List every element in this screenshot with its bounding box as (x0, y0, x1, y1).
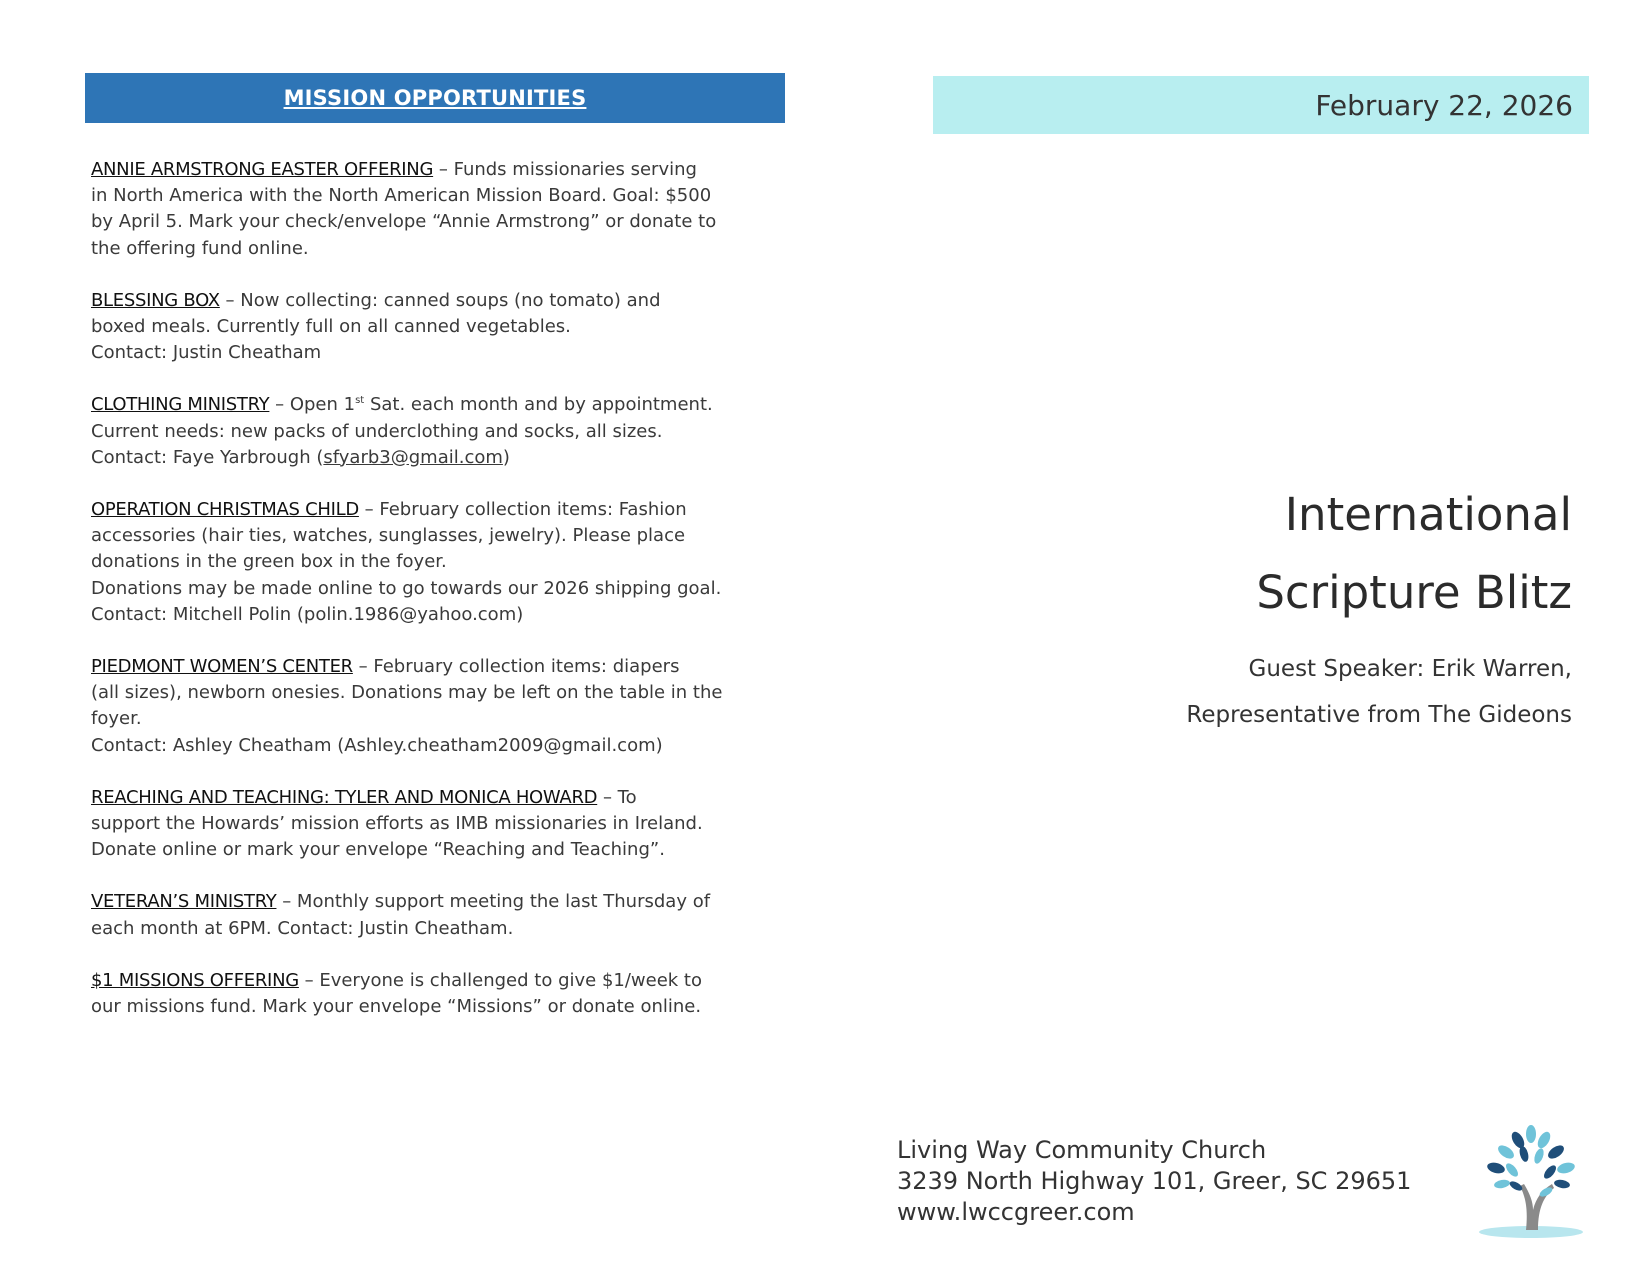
mission-line (91, 497, 785, 523)
mission-line: Donate online or mark your envelope “Reaching and Teaching”. (91, 839, 665, 861)
mission-title: BLESSING BOX (91, 289, 220, 311)
church-address: 3239 North Highway 101, Greer, SC 29651 (897, 1167, 1412, 1195)
mission-line (91, 968, 785, 994)
mission-line (91, 445, 785, 471)
mission-line: the offering fund online. (91, 237, 309, 259)
ordinal-suffix: st (355, 395, 365, 407)
mission-desc: – Monthly support meeting the last Thursday of (276, 891, 711, 913)
mission-line: (all sizes), newborn onesies. Donations may be left on the table in the (91, 682, 723, 704)
mission-banner (85, 73, 785, 123)
logo-leaves (1486, 1125, 1576, 1199)
mission-title: CLOTHING MINISTRY (91, 394, 270, 416)
mission-line: Donations may be made online to go towards our 2026 shipping goal. (91, 577, 722, 599)
event-title-line: International (1284, 488, 1572, 541)
event-speaker (1186, 646, 1572, 738)
mission-title: VETERAN’S MINISTRY (91, 891, 277, 913)
mission-desc: Sat. each month and by appointment. (364, 394, 713, 416)
mission-title: $1 MISSIONS OFFERING (91, 969, 299, 991)
mission-line: in North America with the North American Mission Board. Goal: $500 (91, 185, 712, 207)
contact-prefix: Contact: Faye Yarbrough ( (91, 446, 324, 468)
event-block (1186, 476, 1572, 738)
mission-item-reaching-and-teaching (91, 785, 785, 864)
mission-title: PIEDMONT WOMEN’S CENTER (91, 656, 353, 678)
service-date: February 22, 2026 (1315, 88, 1573, 122)
church-website[interactable]: www.lwccgreer.com (897, 1198, 1135, 1226)
mission-item-annie-armstrong (91, 157, 785, 262)
mission-line: accessories (hair ties, watches, sunglasses, jewelry). Please place (91, 525, 686, 547)
event-title-line: Scripture Blitz (1256, 566, 1572, 619)
mission-item-operation-christmas-child (91, 497, 785, 628)
mission-desc: – To (597, 786, 637, 808)
mission-line: foyer. (91, 708, 142, 730)
mission-item-veterans-ministry (91, 889, 785, 941)
mission-item-piedmont-womens-center (91, 654, 785, 759)
mission-line: boxed meals. Currently full on all canned vegetables. (91, 316, 571, 338)
mission-line: Contact: Justin Cheatham (91, 342, 322, 364)
email-link[interactable]: sfyarb3@gmail.com (323, 446, 503, 468)
mission-desc: – February collection items: diapers (352, 656, 680, 678)
church-name: Living Way Community Church (897, 1136, 1267, 1164)
mission-line: Contact: Mitchell Polin (polin.1986@yahoo.com) (91, 603, 524, 625)
mission-desc: – Funds missionaries serving (433, 159, 697, 180)
speaker-line: Representative from The Gideons (1186, 702, 1572, 728)
mission-line (91, 785, 785, 811)
mission-title: OPERATION CHRISTMAS CHILD (91, 499, 359, 521)
mission-line: Current needs: new packs of underclothing and socks, all sizes. (91, 420, 663, 442)
mission-desc: – Now collecting: canned soups (no tomato) and (219, 289, 661, 311)
mission-item-clothing-ministry (91, 392, 785, 471)
mission-line (91, 288, 785, 314)
mission-title: ANNIE ARMSTRONG EASTER OFFERING (91, 159, 434, 180)
speaker-line: Guest Speaker: Erik Warren, (1248, 656, 1572, 682)
mission-line (91, 157, 785, 183)
event-title (1186, 476, 1572, 632)
mission-title: REACHING AND TEACHING: TYLER AND MONICA HOWARD (91, 786, 598, 808)
mission-line: each month at 6PM. Contact: Justin Cheatham. (91, 917, 514, 939)
mission-line (91, 392, 785, 418)
mission-item-blessing-box (91, 288, 785, 367)
mission-line: by April 5. Mark your check/envelope “Annie Armstrong” or donate to (91, 211, 717, 233)
mission-line: donations in the green box in the foyer. (91, 551, 447, 573)
mission-line: support the Howards’ mission efforts as IMB missionaries in Ireland. (91, 813, 703, 835)
mission-item-one-dollar-missions (91, 968, 785, 1020)
mission-line (91, 654, 785, 680)
mission-line (91, 889, 785, 915)
mission-banner-title: MISSION OPPORTUNITIES (283, 86, 587, 110)
mission-panel (85, 73, 785, 1046)
tree-logo-icon (1476, 1120, 1586, 1240)
mission-desc: – February collection items: Fashion (358, 499, 687, 521)
mission-desc: – Everyone is challenged to give $1/week to (298, 969, 702, 991)
contact-suffix: ) (502, 446, 510, 468)
mission-desc: – Open 1 (269, 394, 356, 416)
church-info (897, 1135, 1411, 1228)
mission-line: our missions fund. Mark your envelope “Missions” or donate online. (91, 996, 702, 1018)
mission-line: Contact: Ashley Cheatham (Ashley.cheatham2009@gmail.com) (91, 734, 663, 756)
mission-list (85, 157, 785, 1020)
date-banner (933, 76, 1589, 134)
